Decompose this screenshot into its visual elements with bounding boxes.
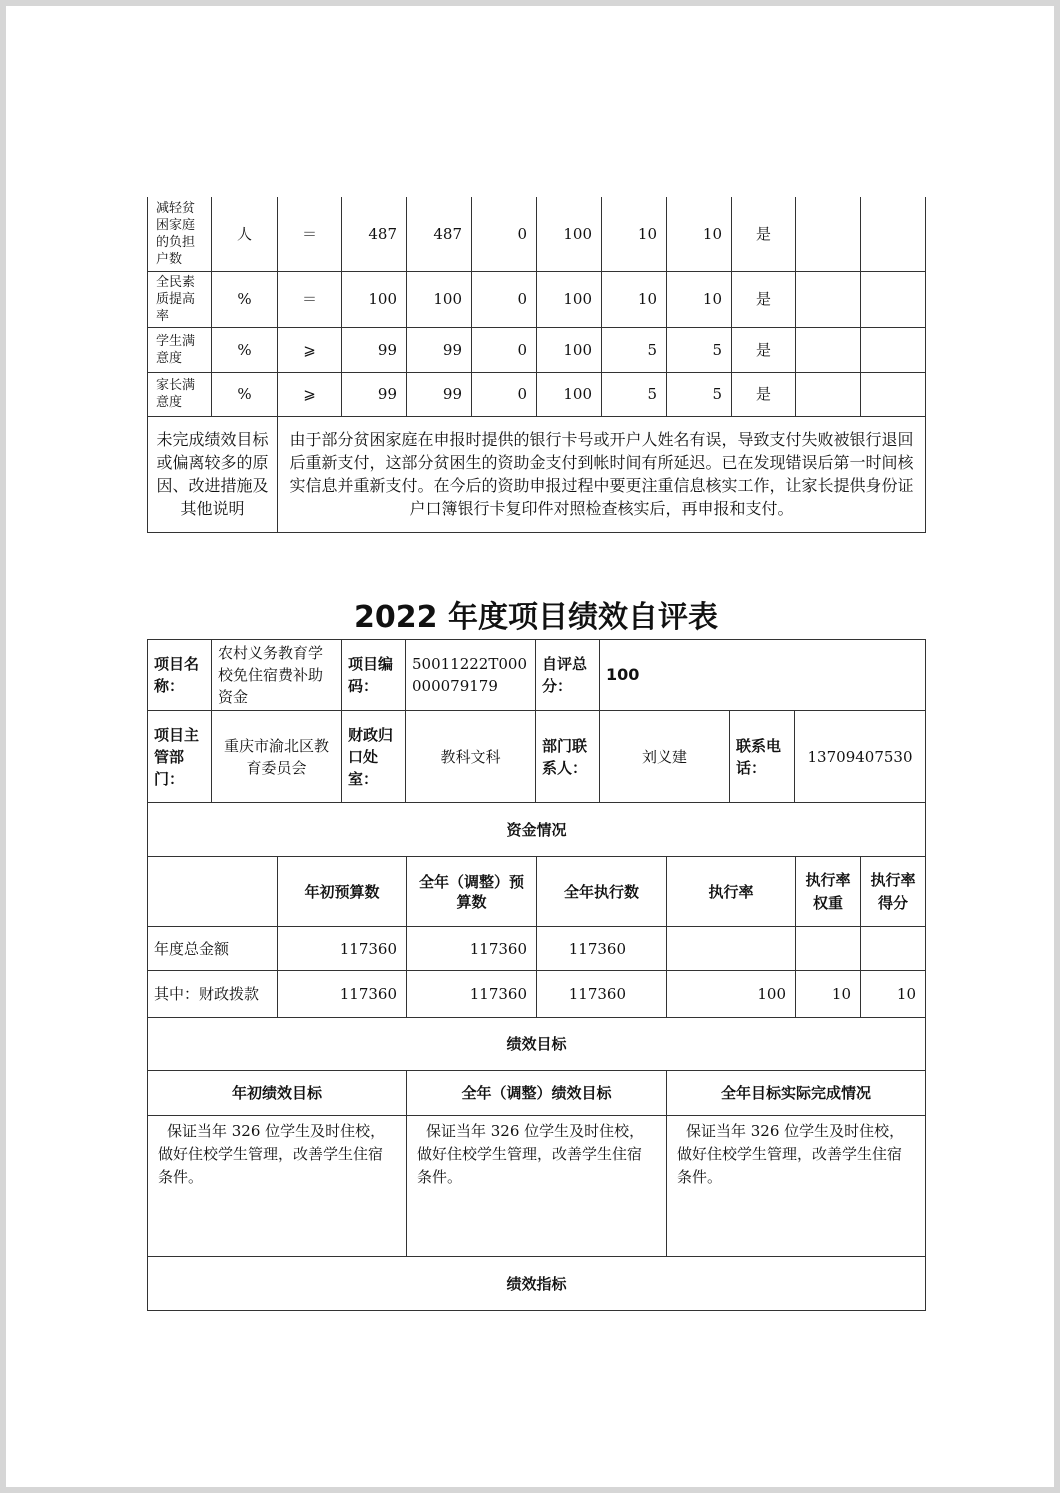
funds-budget: 117360 <box>278 927 407 971</box>
empty-cell <box>796 372 861 416</box>
indicator-actual: 487 <box>407 197 472 271</box>
table-row <box>148 271 926 327</box>
empty-cell <box>796 327 861 372</box>
indicator-achieved: 是 <box>732 372 796 416</box>
indicator-unit: % <box>212 271 278 327</box>
self-score: 100 <box>600 640 926 711</box>
funds-header: 全年执行数 <box>537 857 667 927</box>
indicator-unit: % <box>212 327 278 372</box>
indicator-unit: % <box>212 372 278 416</box>
funds-row-label: 其中：财政拨款 <box>148 971 278 1018</box>
table-row <box>148 197 926 271</box>
indicator-score: 5 <box>667 327 732 372</box>
indicator-target: 99 <box>342 327 407 372</box>
indicator-score: 10 <box>667 197 732 271</box>
empty-cell <box>861 372 926 416</box>
empty-cell <box>861 327 926 372</box>
goal-actual: 保证当年 326 位学生及时住校，做好住校学生管理，改善学生住宿条件。 <box>667 1116 926 1257</box>
phone-label: 联系电话： <box>730 711 795 803</box>
funds-header: 执行率得分 <box>861 857 926 927</box>
indicator-achieved: 是 <box>732 327 796 372</box>
indicator-name: 家长满意度 <box>148 372 212 416</box>
indicator-op: ⩾ <box>278 327 342 372</box>
indicator-rate: 100 <box>537 327 602 372</box>
empty-cell <box>796 271 861 327</box>
funds-executed: 117360 <box>537 971 667 1018</box>
unfinished-label: 未完成绩效目标或偏离较多的原因、改进措施及其他说明 <box>148 416 278 532</box>
indicator-weight: 5 <box>602 327 667 372</box>
phone: 13709407530 <box>795 711 926 803</box>
table-row <box>148 640 926 711</box>
dept: 重庆市渝北区教育委员会 <box>212 711 342 803</box>
self-score-label: 自评总分： <box>536 640 600 711</box>
indicator-target: 487 <box>342 197 407 271</box>
funds-score <box>861 927 926 971</box>
project-code: 50011222T000000079179 <box>406 640 536 711</box>
indicator-name: 全民素质提高率 <box>148 271 212 327</box>
empty-cell <box>796 197 861 271</box>
finance-label: 财政归口处室： <box>342 711 406 803</box>
indicator-achieved: 是 <box>732 197 796 271</box>
indicator-deviation: 0 <box>472 271 537 327</box>
goals-header: 年初绩效目标 <box>148 1071 407 1116</box>
project-code-label: 项目编码： <box>342 640 406 711</box>
contact: 刘义建 <box>600 711 730 803</box>
table-row <box>148 327 926 372</box>
indicator-unit: 人 <box>212 197 278 271</box>
indicator-name: 学生满意度 <box>148 327 212 372</box>
evaluation-table <box>147 639 926 857</box>
goals-header: 全年（调整）绩效目标 <box>407 1071 667 1116</box>
funds-table <box>147 856 926 1071</box>
dept-label: 项目主管部门： <box>148 711 212 803</box>
indicator-rate: 100 <box>537 372 602 416</box>
indicator-target: 99 <box>342 372 407 416</box>
goals-table <box>147 1070 926 1311</box>
indicator-score: 10 <box>667 271 732 327</box>
funds-header: 执行率权重 <box>796 857 861 927</box>
funds-row-label: 年度总金额 <box>148 927 278 971</box>
table-row <box>148 1257 926 1311</box>
table-row <box>148 857 926 927</box>
funds-budget: 117360 <box>278 971 407 1018</box>
table-row <box>148 803 926 857</box>
contact-label: 部门联系人： <box>536 711 600 803</box>
page-title: 2022 年度项目绩效自评表 <box>354 600 718 635</box>
indicators-section-heading: 绩效指标 <box>148 1257 926 1311</box>
goal-adjusted: 保证当年 326 位学生及时住校，做好住校学生管理，改善学生住宿条件。 <box>407 1116 667 1257</box>
funds-adjusted: 117360 <box>407 927 537 971</box>
indicator-weight: 10 <box>602 197 667 271</box>
funds-score: 10 <box>861 971 926 1018</box>
finance: 教科文科 <box>406 711 536 803</box>
indicator-weight: 10 <box>602 271 667 327</box>
indicator-op: ＝ <box>278 197 342 271</box>
table-row <box>148 927 926 971</box>
document-page <box>6 6 1054 1487</box>
funds-weight <box>796 927 861 971</box>
indicator-op: ＝ <box>278 271 342 327</box>
indicator-score: 5 <box>667 372 732 416</box>
indicator-rate: 100 <box>537 197 602 271</box>
table-row <box>148 1071 926 1116</box>
table-row <box>148 711 926 803</box>
indicator-target: 100 <box>342 271 407 327</box>
funds-header: 执行率 <box>667 857 796 927</box>
indicator-op: ⩾ <box>278 372 342 416</box>
project-name: 农村义务教育学校免住宿费补助资金 <box>212 640 342 711</box>
goals-header: 全年目标实际完成情况 <box>667 1071 926 1116</box>
funds-rate <box>667 927 796 971</box>
table-row <box>148 416 926 532</box>
funds-weight: 10 <box>796 971 861 1018</box>
funds-header: 年初预算数 <box>278 857 407 927</box>
funds-header: 全年（调整）预算数 <box>407 857 537 927</box>
indicator-actual: 100 <box>407 271 472 327</box>
project-name-label: 项目名称： <box>148 640 212 711</box>
indicator-weight: 5 <box>602 372 667 416</box>
indicator-actual: 99 <box>407 327 472 372</box>
indicator-name: 减轻贫困家庭的负担户数 <box>148 197 212 271</box>
funds-section-heading: 资金情况 <box>148 803 926 857</box>
table-row <box>148 971 926 1018</box>
indicator-actual: 99 <box>407 372 472 416</box>
empty-cell <box>861 197 926 271</box>
funds-adjusted: 117360 <box>407 971 537 1018</box>
indicator-table <box>147 197 926 533</box>
funds-executed: 117360 <box>537 927 667 971</box>
indicator-rate: 100 <box>537 271 602 327</box>
table-row <box>148 372 926 416</box>
empty-cell <box>148 857 278 927</box>
table-row <box>148 1018 926 1071</box>
funds-rate: 100 <box>667 971 796 1018</box>
empty-cell <box>861 271 926 327</box>
unfinished-text: 由于部分贫困家庭在申报时提供的银行卡号或开户人姓名有误，导致支付失败被银行退回后重新支付，这部分贫困生的资助金支付到帐时间有所延迟。已在发现错误后第一时间核实信息并重新支付。在今后的资助申报过程中要更注重信息核实工作，让家长提供身份证户口簿银行卡复印件对照检查核实后，再申报和支付。 <box>278 416 926 532</box>
indicator-deviation: 0 <box>472 327 537 372</box>
indicator-deviation: 0 <box>472 197 537 271</box>
table-row <box>148 1116 926 1257</box>
indicator-deviation: 0 <box>472 372 537 416</box>
indicator-achieved: 是 <box>732 271 796 327</box>
goal-initial: 保证当年 326 位学生及时住校，做好住校学生管理，改善学生住宿条件。 <box>148 1116 407 1257</box>
goals-section-heading: 绩效目标 <box>148 1018 926 1071</box>
